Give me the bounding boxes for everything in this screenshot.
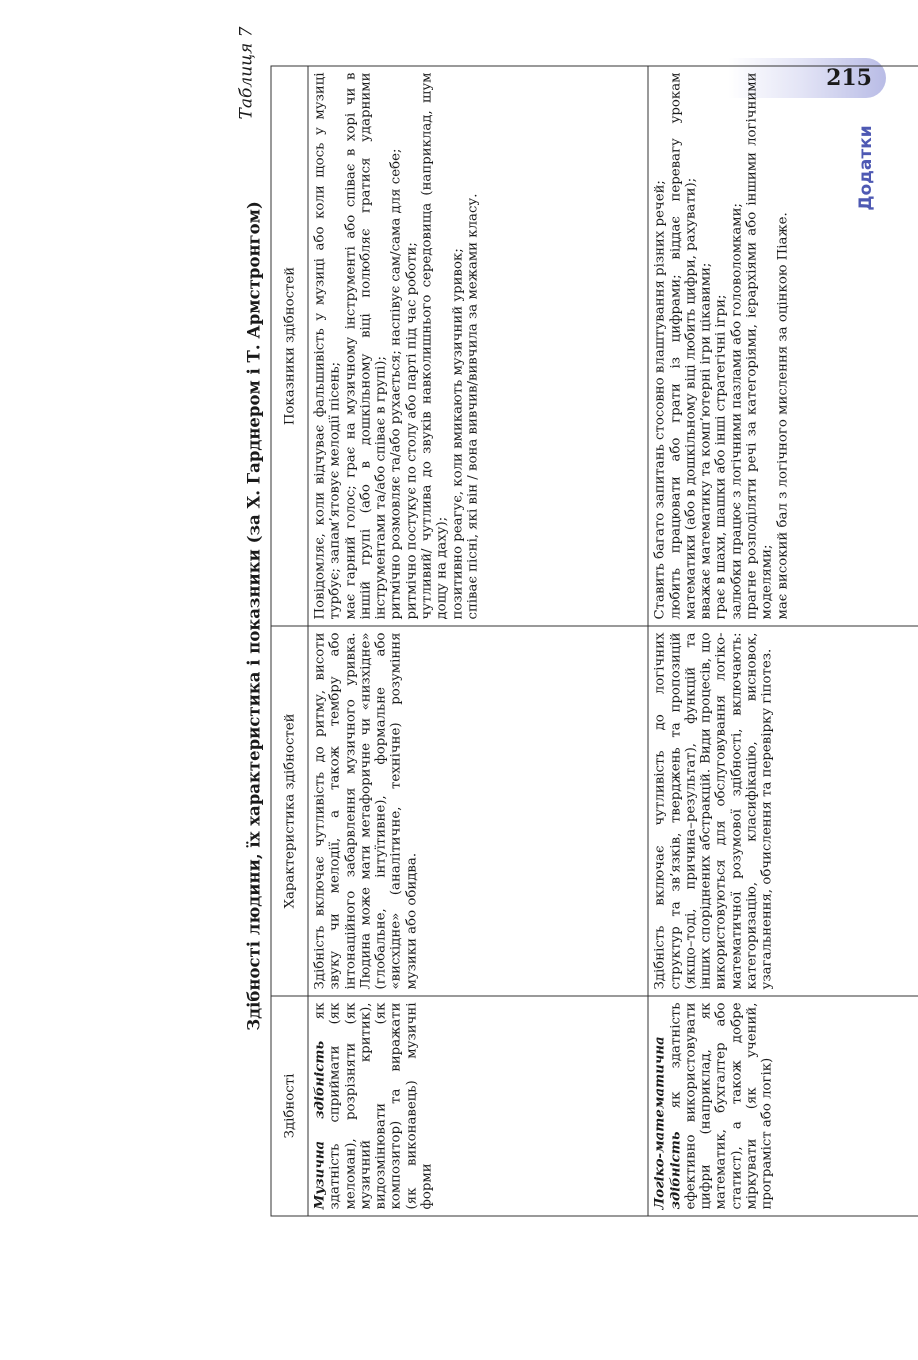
table-header-row xyxy=(271,66,308,1216)
indicator-item: прагне розподіляти речі за категоріями, ієрархіями або іншими логічними моделями; xyxy=(744,72,775,619)
characteristics-cell: Здібність включає чутливість до логічних структур та зв’язків, тверджень та пропозицій (якщо–тоді, причина–результат), функцій та інших споріднених абстракцій. Види процесів, що використовуються для обслуговування логіко-математичної розумової здібності, включають: категоризацію, класифікацію, висновок, узагальнення, обчислення та перевірку гіпотез. xyxy=(648,626,918,996)
table-row xyxy=(648,66,918,1216)
indicator-item: вважає математику та комп’ютерні ігри цікавими; xyxy=(698,262,714,619)
section-label: Додатки xyxy=(856,125,876,211)
ability-cell xyxy=(308,996,648,1216)
ability-text: як здатність ефективно використовувати цифри (наприклад, як математик, бухгалтер або статист), а також добре міркувати (як учений, програміст або логік) xyxy=(667,1002,775,1209)
indicators-cell xyxy=(308,66,648,626)
indicator-item: ритмічно розмовляє та/або рухається; наспівує сам/сама для себе; xyxy=(388,148,404,619)
indicator-item: позитивно реагує, коли вмикають музичний уривок; xyxy=(449,247,465,619)
indicator-item: співає пісні, які він / вона вивчив/вивчила за межами класу. xyxy=(464,193,480,619)
table-label: Таблиця 7 xyxy=(236,26,256,119)
abilities-table xyxy=(270,65,918,1216)
indicator-item: має високий бал з логічного мислення за оцінкою Піаже. xyxy=(774,211,790,619)
indicator-item: має гарний голос; грає на музичному інструменті або співає в хорі чи в іншій групі (або в дошкільному віці полюбляє гратися ударними інструментами та/або співає в групі); xyxy=(342,72,389,619)
ability-term: Музична здібність xyxy=(312,1040,327,1209)
characteristics-cell: Здібність включає чутливість до ритму, висоти звуку чи мелодії, а також тембру або інтонаційного забарвлення музичного уривка. Людина може мати метафоричне чи «низхідне» (глобальне, інтуїтивне), формальне або «висхідне» (аналітичне, технічне) розуміння музики або обидва. xyxy=(308,626,648,996)
page-number: 215 xyxy=(826,65,872,91)
indicators-cell xyxy=(648,66,918,626)
rotated-table-block xyxy=(236,8,918,1223)
indicator-item: грає в шахи, шашки або інші стратегічні ігри; xyxy=(713,294,729,619)
indicator-item: Повідомляє, коли відчуває фальшивість у музиці або коли щось у музиці турбує; запам’ятовує мелодії пісень; xyxy=(312,72,343,619)
ability-cell xyxy=(648,996,918,1216)
header-indicators: Показники здібностей xyxy=(271,66,308,626)
ability-term: Логіко-математична здібність xyxy=(652,1035,683,1209)
indicator-item: залюбки працює з логічними пазлами або головоломками; xyxy=(728,202,744,619)
indicator-item: чутливий/ чутлива до звуків навколишнього середовища (наприклад, шум дощу на даху); xyxy=(418,72,450,619)
indicator-item: любить працювати або грати із цифрами; віддає перевагу урокам математики (або в дошкільному віці любить цифри, рахувати); xyxy=(667,72,698,619)
table-title: Здібності людини, їх характеристика і показники (за Х. Гарднером і Т. Армстронгом) xyxy=(244,200,263,1031)
indicator-item: Ставить багато запитань стосовно влаштування різних речей; xyxy=(652,179,668,619)
header-abilities: Здібності xyxy=(271,996,308,1216)
ability-text: як здатність сприймати (як меломан), розрізняти (як музичний критик), видозмінювати (як композитор) та виражати (як виконавець) музичні форми xyxy=(312,1002,434,1209)
header-characteristics: Характеристика здібностей xyxy=(271,626,308,996)
table-row xyxy=(308,66,648,1216)
indicator-item: ритмічно постукує по столу або парті під час роботи; xyxy=(403,241,419,619)
